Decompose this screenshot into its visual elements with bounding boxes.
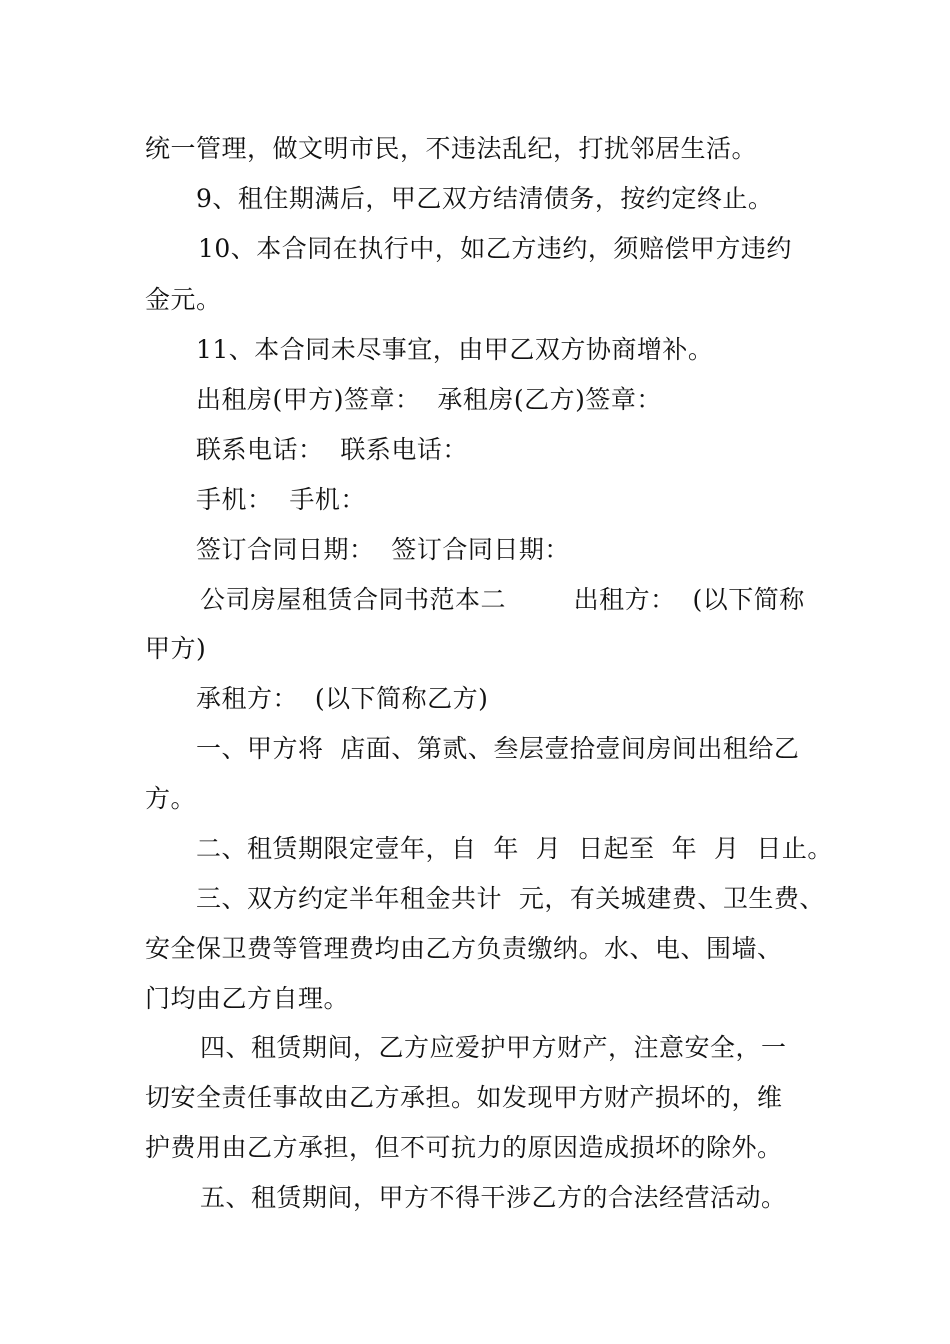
clause-two: 二、租赁期限定壹年，自 年 月 日起至 年 月 日止。 <box>196 834 833 863</box>
text-line: 护费用由乙方承担，但不可抗力的原因造成损坏的除外。 <box>145 1133 783 1162</box>
clause-three: 三、双方约定半年租金共计 元，有关城建费、卫生费、 <box>196 884 825 913</box>
clause-four: 四、租赁期间，乙方应爱护甲方财产，注意安全，一 <box>200 1033 787 1062</box>
lessee-line: 承租方： (以下简称乙方) <box>196 684 489 713</box>
text-line: 安全保卫费等管理费均由乙方负责缴纳。水、电、围墙、 <box>145 934 783 963</box>
clause-five: 五、租赁期间，甲方不得干涉乙方的合法经营活动。 <box>200 1183 787 1212</box>
clause-one: 一、甲方将 店面、第贰、叁层壹拾壹间房间出租给乙 <box>196 734 800 763</box>
text-line: 门均由乙方自理。 <box>145 984 350 1013</box>
clause-11: 11、本合同未尽事宜，由甲乙双方协商增补。 <box>196 335 714 364</box>
text-line: 统一管理，做文明市民，不违法乱纪，打扰邻居生活。 <box>145 134 758 163</box>
signature-line: 出租房(甲方)签章： 承租房(乙方)签章： <box>196 385 662 414</box>
text-line: 金元。 <box>145 285 222 314</box>
phone-line: 联系电话： 联系电话： <box>196 435 468 464</box>
mobile-line: 手机： 手机： <box>196 485 366 514</box>
text-line: 方。 <box>145 784 197 813</box>
contract-title-line: 公司房屋租赁合同书范本二 出租方： (以下简称 <box>200 585 805 614</box>
clause-10: 10、本合同在执行中，如乙方违约，须赔偿甲方违约 <box>198 234 792 263</box>
text-line: 切安全责任事故由乙方承担。如发现甲方财产损坏的，维 <box>145 1083 783 1112</box>
text-line: 甲方) <box>145 634 207 663</box>
date-line: 签订合同日期： 签订合同日期： <box>196 535 570 564</box>
clause-9: 9、租住期满后，甲乙双方结清债务，按约定终止。 <box>196 184 774 213</box>
